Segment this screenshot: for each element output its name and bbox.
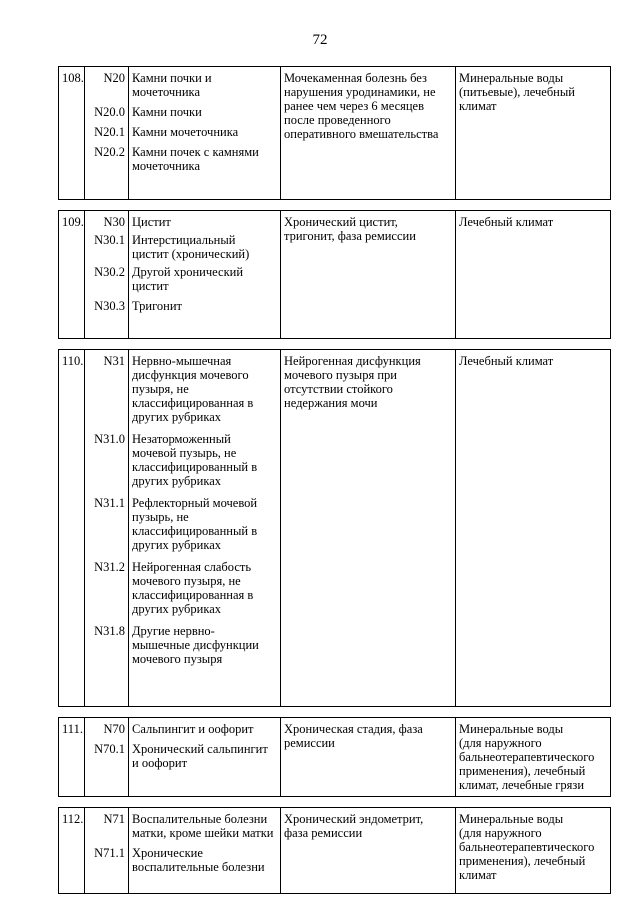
row-number [59, 808, 85, 894]
disease-name [132, 812, 277, 840]
disease-name-line: Хронический сальпингит [132, 742, 268, 756]
table-row [59, 718, 611, 797]
row-gap [59, 797, 611, 808]
icd-code: N20 [103, 71, 125, 85]
disease-name [132, 432, 277, 488]
table-row [59, 67, 611, 200]
treatment-factors [456, 808, 611, 894]
disease-name-line: пузыря, не [132, 382, 189, 396]
disease-name [132, 71, 277, 99]
disease-name-line: Интерстициальный [132, 233, 236, 247]
icd-codes [85, 350, 129, 707]
treatment-line: Минеральные воды [459, 722, 564, 736]
treatment-line: климат [459, 868, 497, 882]
disease-name [132, 265, 277, 293]
row-gap [59, 339, 611, 350]
condition-line: отсутствии стойкого [284, 382, 393, 396]
row-number-text: 112. [62, 812, 84, 826]
disease-name-line: мочевого пузыря, не [132, 574, 241, 588]
icd-code: N31.0 [94, 432, 125, 446]
condition-line: недержания мочи [284, 396, 378, 410]
row-number [59, 211, 85, 339]
treatment-line: климат, лечебные грязи [459, 778, 585, 792]
disease-name [132, 354, 277, 424]
icd-code: N30.2 [94, 265, 125, 279]
row-gap [59, 200, 611, 211]
condition-line: Нейрогенная дисфункция [284, 354, 421, 368]
treatment-factors [456, 211, 611, 339]
disease-name-line: Нервно-мышечная [132, 354, 232, 368]
disease-name-line: Незаторможенный [132, 432, 231, 446]
disease-name-line: других рубриках [132, 538, 222, 552]
disease-name-line: мочевого пузыря [132, 652, 223, 666]
treatment-line: (для наружного [459, 736, 542, 750]
disease-names [129, 350, 281, 707]
disease-name-line: других рубриках [132, 410, 222, 424]
disease-name-line: Воспалительные болезни [132, 812, 268, 826]
row-number [59, 67, 85, 200]
indication-condition [281, 350, 456, 707]
disease-name-line: классифицированный в [132, 460, 258, 474]
disease-name-line: Тригонит [132, 299, 183, 313]
condition-line: Хронический эндометрит, [284, 812, 424, 826]
treatment-line: Минеральные воды [459, 812, 564, 826]
disease-name-line: и оофорит [132, 756, 188, 770]
disease-name [132, 496, 277, 552]
disease-name-line: других рубриках [132, 602, 222, 616]
disease-name-line: Камни почки [132, 105, 202, 119]
disease-name-line: Камни мочеточника [132, 125, 239, 139]
icd-code: N31.1 [94, 496, 125, 510]
treatment-line: Лечебный климат [459, 215, 554, 229]
disease-name-line: мышечные дисфункции [132, 638, 259, 652]
icd-codes [85, 67, 129, 200]
disease-name-line: матки, кроме шейки матки [132, 826, 274, 840]
page-number: 72 [312, 32, 328, 48]
disease-names [129, 718, 281, 797]
condition-line: Мочекаменная болезнь без [284, 71, 427, 85]
treatment-line: Лечебный климат [459, 354, 554, 368]
disease-name [132, 846, 277, 874]
diagnosis-table [58, 66, 611, 894]
treatment-line: (для наружного [459, 826, 542, 840]
disease-name-line: других рубриках [132, 474, 222, 488]
icd-code: N20.2 [94, 145, 125, 159]
disease-name [132, 233, 277, 261]
treatment-factors [456, 67, 611, 200]
disease-name [132, 125, 277, 139]
indication-condition [281, 808, 456, 894]
disease-name [132, 145, 277, 173]
disease-name [132, 742, 277, 770]
condition-line: ремиссии [284, 736, 335, 750]
disease-name [132, 560, 277, 616]
condition-line: Хроническая стадия, фаза [284, 722, 423, 736]
row-number-text: 111. [62, 722, 83, 736]
disease-name [132, 105, 277, 119]
disease-name-line: мочеточника [132, 85, 200, 99]
icd-code: N71.1 [94, 846, 125, 860]
row-number [59, 718, 85, 797]
treatment-line: бальнеотерапевтического [459, 840, 595, 854]
disease-name-line: дисфункция мочевого [132, 368, 249, 382]
disease-name-line: Камни почки и [132, 71, 212, 85]
row-gap-cell [59, 200, 611, 211]
table-row [59, 350, 611, 707]
treatment-line: климат [459, 99, 497, 113]
disease-name [132, 624, 277, 666]
disease-name-line: Другой хронический [132, 265, 244, 279]
row-number-text: 108. [62, 71, 84, 85]
disease-name-line: мочеточника [132, 159, 200, 173]
disease-name-line: Камни почек с камнями [132, 145, 259, 159]
icd-code: N30 [103, 215, 125, 229]
icd-codes [85, 808, 129, 894]
disease-names [129, 211, 281, 339]
treatment-line: применения), лечебный [459, 854, 586, 868]
row-gap-cell [59, 339, 611, 350]
disease-name-line: пузырь, не [132, 510, 189, 524]
disease-name-line: Рефлекторный мочевой [132, 496, 258, 510]
indication-condition [281, 211, 456, 339]
icd-code: N20.0 [94, 105, 125, 119]
icd-code: N31.2 [94, 560, 125, 574]
icd-code: N71 [103, 812, 125, 826]
treatment-line: Минеральные воды [459, 71, 564, 85]
condition-line: оперативного вмешательства [284, 127, 439, 141]
disease-name [132, 722, 277, 736]
row-number [59, 350, 85, 707]
row-gap-cell [59, 797, 611, 808]
icd-code: N31 [103, 354, 125, 368]
table-row [59, 211, 611, 339]
icd-codes [85, 211, 129, 339]
treatment-line: бальнеотерапевтического [459, 750, 595, 764]
indication-condition [281, 67, 456, 200]
treatment-factors [456, 718, 611, 797]
row-number-text: 109. [62, 215, 84, 229]
icd-code: N30.3 [94, 299, 125, 313]
row-gap [59, 707, 611, 718]
disease-name-line: классифицированная в [132, 396, 254, 410]
indication-condition [281, 718, 456, 797]
condition-line: фаза ремиссии [284, 826, 363, 840]
treatment-line: (питьевые), лечебный [459, 85, 575, 99]
row-number-text: 110. [62, 354, 84, 368]
disease-names [129, 67, 281, 200]
condition-line: тригонит, фаза ремиссии [284, 229, 416, 243]
icd-code: N30.1 [94, 233, 125, 247]
table-body [59, 67, 611, 894]
disease-name-line: классифицированный в [132, 524, 258, 538]
disease-name [132, 299, 277, 313]
table-row [59, 808, 611, 894]
condition-line: после проведенного [284, 113, 391, 127]
icd-codes [85, 718, 129, 797]
icd-code: N31.8 [94, 624, 125, 638]
treatment-factors [456, 350, 611, 707]
disease-name-line: воспалительные болезни [132, 860, 265, 874]
disease-name-line: классифицированная в [132, 588, 254, 602]
treatment-line: применения), лечебный [459, 764, 586, 778]
icd-code: N20.1 [94, 125, 125, 139]
disease-name-line: мочевой пузырь, не [132, 446, 237, 460]
disease-name-line: цистит (хронический) [132, 247, 250, 261]
condition-line: нарушения уродинамики, не [284, 85, 436, 99]
disease-name-line: Цистит [132, 215, 171, 229]
icd-code: N70 [103, 722, 125, 736]
row-gap-cell [59, 707, 611, 718]
disease-name-line: цистит [132, 279, 169, 293]
disease-name [132, 215, 277, 229]
icd-code: N70.1 [94, 742, 125, 756]
disease-name-line: Сальпингит и оофорит [132, 722, 254, 736]
disease-names [129, 808, 281, 894]
disease-name-line: Хронические [132, 846, 203, 860]
disease-name-line: Другие нервно- [132, 624, 215, 638]
condition-line: Хронический цистит, [284, 215, 398, 229]
disease-name-line: Нейрогенная слабость [132, 560, 252, 574]
condition-line: мочевого пузыря при [284, 368, 397, 382]
condition-line: ранее чем через 6 месяцев [284, 99, 425, 113]
